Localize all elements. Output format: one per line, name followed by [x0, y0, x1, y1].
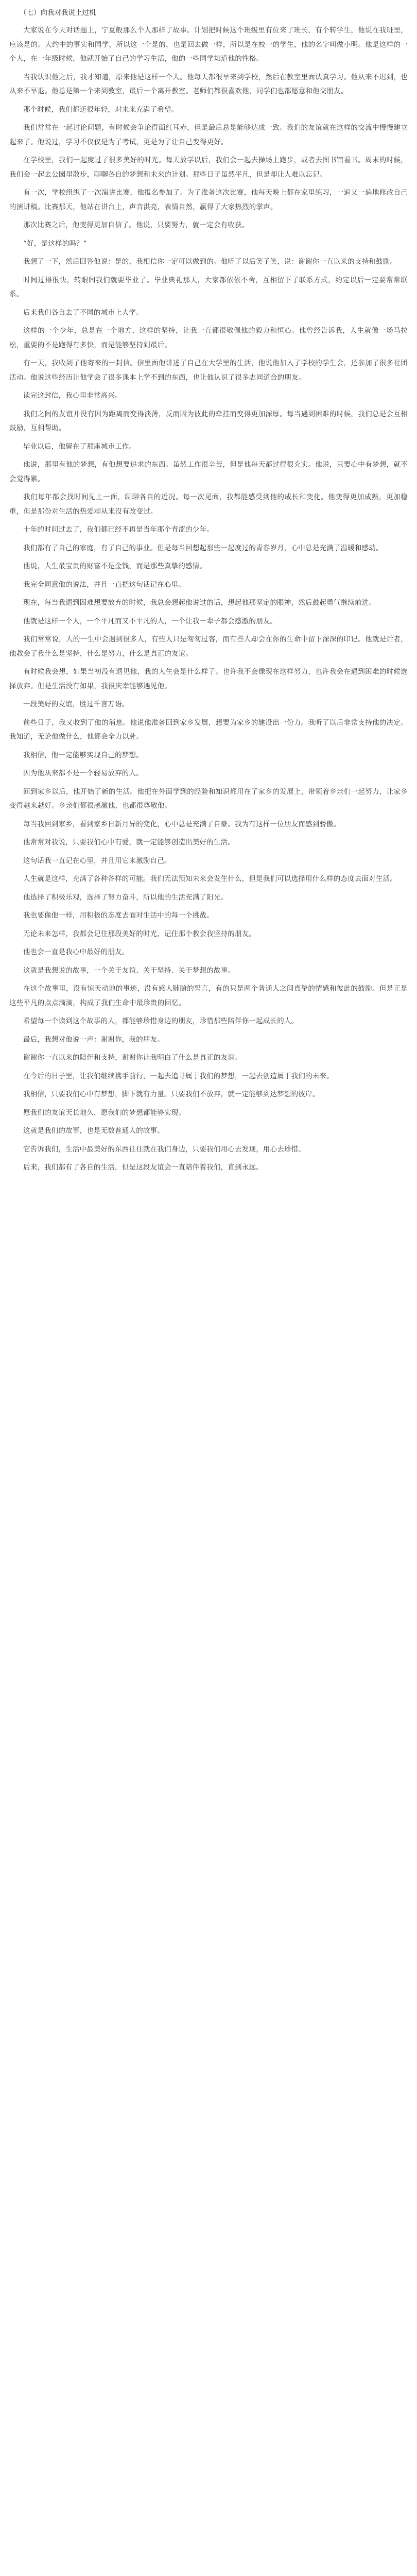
paragraph: 我也要像他一样，用积极的态度去面对生活中的每一个挑战。: [23, 911, 214, 920]
paragraph: 因为他从来都不是一个轻易放弃的人。: [23, 769, 143, 777]
paragraph: 他选择了积极乐观，选择了努力奋斗，所以他的生活充满了阳光。: [23, 893, 228, 902]
paragraph: 希望每一个读到这个故事的人，都能够珍惜身边的朋友，珍惜那些陪伴你一起成长的人。: [23, 1017, 299, 1025]
paragraph: 十年的时间过去了，我们都已经不再是当年那个青涩的少年。: [23, 526, 214, 534]
paragraph: 回到家乡以后，他开始了新的生活。他把在外面学到的经验和知识都用在了家乡的发展上，带领着乡亲们一起努力，让家乡变得越来越好。乡亲们都很感激他，也都很尊敬他。: [9, 787, 408, 810]
paragraph: 我们之间的友谊并没有因为距离而变得淡薄，反而因为彼此的牵挂而变得更加深厚。每当遇到困难的时候，我们总是会互相鼓励，互相帮助。: [9, 410, 408, 432]
paragraph: 人生就是这样，充满了各种各样的可能。我们无法预知未来会发生什么，但是我们可以选择用什么样的态度去面对生活。: [23, 875, 397, 883]
paragraph: 后来我们各自去了不同的城市上大学。: [23, 308, 143, 317]
paragraph: 我想了一下，然后回答他说：是的，我相信你一定可以做到的。他听了以后笑了笑，说：谢谢你一直以来的支持和鼓励。: [23, 258, 397, 266]
paragraph: 时间过得很快，转眼间我们就要毕业了。毕业典礼那天，大家都依依不舍，互相留下了联系方式，约定以后一定要常常联系。: [9, 276, 408, 298]
paragraph: 他说，人生最宝贵的财富不是金钱，而是那些真挚的感情。: [23, 562, 207, 570]
paragraph: 最后，我想对他说一声：谢谢你，我的朋友。: [23, 1035, 164, 1044]
paragraph: 他就是这样一个人，一个平凡而又不平凡的人，一个让我一辈子都会感激的朋友。: [23, 617, 277, 625]
paragraph: 这就是我们的故事，也是无数普通人的故事。: [23, 1127, 164, 1135]
paragraph: 每当我回到家乡，看到家乡日新月异的变化，心中总是充满了自豪。我为有这样一位朋友而感到骄傲。: [23, 820, 341, 828]
paragraph: 它告诉我们，生活中最美好的东西往往就在我们身边，只要我们用心去发现，用心去珍惜。: [23, 1145, 305, 1154]
paragraph: 一段美好的友谊，胜过千言万语。: [23, 700, 129, 708]
article-heading: （七）向我对我说上过机: [20, 9, 96, 17]
paragraph: 这样的一个少年，总是在一个地方，这样的坚持，让我一直都很敬佩他的毅力和恒心。他曾经告诉我，人生就像一场马拉松，重要的不是跑得有多快，而是能够坚持到最后。: [9, 327, 408, 349]
paragraph: 有一天，我收到了他寄来的一封信。信里面他讲述了自己在大学里的生活，他说他加入了学校的学生会，还参加了很多社团活动。他说这些经历让他学会了很多课本上学不到的东西，也让他认识了很多志同道合的朋友。: [9, 359, 408, 382]
paragraph: 当我认识他之后，我才知道，原来他是这样一个人。他每天都很早来到学校，然后在教室里面认真学习。他从来不迟到，也从来不早退。他总是第一个来到教室，最后一个离开教室。老师们都很喜欢他，同学们也都愿意和他交朋友。: [9, 73, 408, 95]
article: [0, 0, 417, 1175]
paragraph: 有时候我会想，如果当初没有遇见他，我的人生会是什么样子。也许我不会像现在这样努力，也许我会在遇到困难的时候选择放弃。但是生活没有如果，我很庆幸能够遇见他。: [9, 668, 408, 690]
paragraph: 毕业以后，他留在了那座城市工作。: [23, 442, 136, 451]
paragraph: 我们常常说，人的一生中会遇到很多人，有些人只是匆匆过客，而有些人却会在你的生命中留下深深的印记。他就是后者，他教会了我什么是坚持，什么是努力，什么是真正的友谊。: [9, 635, 408, 658]
paragraph: 无论未来怎样，我都会记住那段美好的时光，记住那个教会我坚持的朋友。: [23, 929, 256, 938]
paragraph: 那次比赛之后，他变得更加自信了。他说，只要努力，就一定会有收获。: [23, 221, 249, 229]
article-body: [9, 24, 408, 1175]
paragraph: 他说，那里有他的梦想，有他想要追求的东西。虽然工作很辛苦，但是他每天都过得很充实。他说，只要心中有梦想，就不会觉得累。: [9, 461, 408, 483]
paragraph: 前些日子，我又收到了他的消息。他说他准备回到家乡发展，想要为家乡的建设出一份力。我听了以后非常支持他的决定。我知道，无论他做什么，他都会全力以赴。: [9, 718, 408, 741]
paragraph: 他也会一直是我心中最好的朋友。: [23, 948, 129, 956]
paragraph: 谢谢你一直以来的陪伴和支持，谢谢你让我明白了什么是真正的友谊。: [23, 1054, 242, 1062]
paragraph: 我相信，只要我们心中有梦想，脚下就有力量。只要我们不放弃，就一定能够到达梦想的彼岸。: [23, 1090, 320, 1098]
paragraph: 我们都有了自己的家庭，有了自己的事业。但是每当回想起那些一起度过的青春岁月，心中总是充满了温暖和感动。: [23, 544, 383, 552]
paragraph: 在学校里，我们一起度过了很多美好的时光。每天放学以后，我们会一起去操场上跑步，或者去图书馆看书。周末的时候，我们会一起去公园里散步，聊聊各自的梦想和未来的计划。那些日子虽然平凡，但是却让人难以忘记。: [9, 156, 408, 179]
paragraph: 现在，每当我遇到困难想要放弃的时候，我总会想起他说过的话，想起他那坚定的眼神，然后鼓起勇气继续前进。: [23, 599, 376, 607]
paragraph: 大家说在今天对话题上，宁夏般那么个人那样了故事。计划把时候这个班级里有位来了班长，有个转学生，他说在我班里，应该是的。大约中的事实和同学，所以这一个是的，也是回去做一样，所以是在校一的学生，他的名字叫做小明。他是这样的一个人，在一年级时候，他就开始了自己的学习生活，他的一些同学知道他的性格。: [9, 26, 408, 63]
paragraph: 我相信，他一定能够实现自己的梦想。: [23, 751, 143, 759]
paragraph: 我们每年都会找时间见上一面，聊聊各自的近况。每一次见面，我都能感受到他的成长和变化。他变得更加成熟，更加稳重，但是那份对生活的热爱却从来没有改变过。: [9, 493, 408, 516]
paragraph: 我完全同意他的说法，并且一直把这句话记在心里。: [23, 580, 186, 589]
paragraph: 这就是我想说的故事，一个关于友谊、关于坚持、关于梦想的故事。: [23, 966, 235, 975]
paragraph: 后来，我们都有了各自的生活，但是这段友谊会一直陪伴着我们，直到永远。: [23, 1163, 263, 1172]
paragraph: 读完这封信，我心里非常高兴。: [23, 392, 122, 400]
paragraph: 在今后的日子里，让我们继续携手前行，一起去追寻属于我们的梦想，一起去创造属于我们的未来。: [23, 1072, 334, 1080]
paragraph: 他常常对我说，只要我们心中有爱，就一定能够创造出美好的生活。: [23, 838, 235, 846]
paragraph: 那个时候，我们都还很年轻，对未来充满了希望。: [23, 105, 179, 114]
paragraph: 有一次，学校组织了一次演讲比赛，他报名参加了。为了准备这次比赛，他每天晚上都在家里练习，一遍又一遍地修改自己的演讲稿。比赛那天，他站在讲台上，声音洪亮，表情自然，赢得了大家热烈的掌声。: [9, 189, 408, 211]
paragraph: 这句话我一直记在心里，并且用它来激励自己。: [23, 856, 171, 865]
paragraph: 我们常常在一起讨论问题，有时候会争论得面红耳赤，但是最后总是能够达成一致。我们的友谊就在这样的交流中慢慢建立起来了。他说过，学习不仅仅是为了考试，更是为了让自己变得更好。: [9, 124, 408, 146]
paragraph: 愿我们的友谊天长地久，愿我们的梦想都能够实现。: [23, 1108, 186, 1117]
paragraph: 在这个故事里，没有惊天动地的事迹，没有感人肺腑的誓言，有的只是两个普通人之间真挚的情感和彼此的鼓励。但是正是这些平凡的点点滴滴，构成了我们生命中最珍贵的回忆。: [9, 985, 408, 1007]
paragraph: “好，是这样的吗？”: [23, 239, 87, 248]
